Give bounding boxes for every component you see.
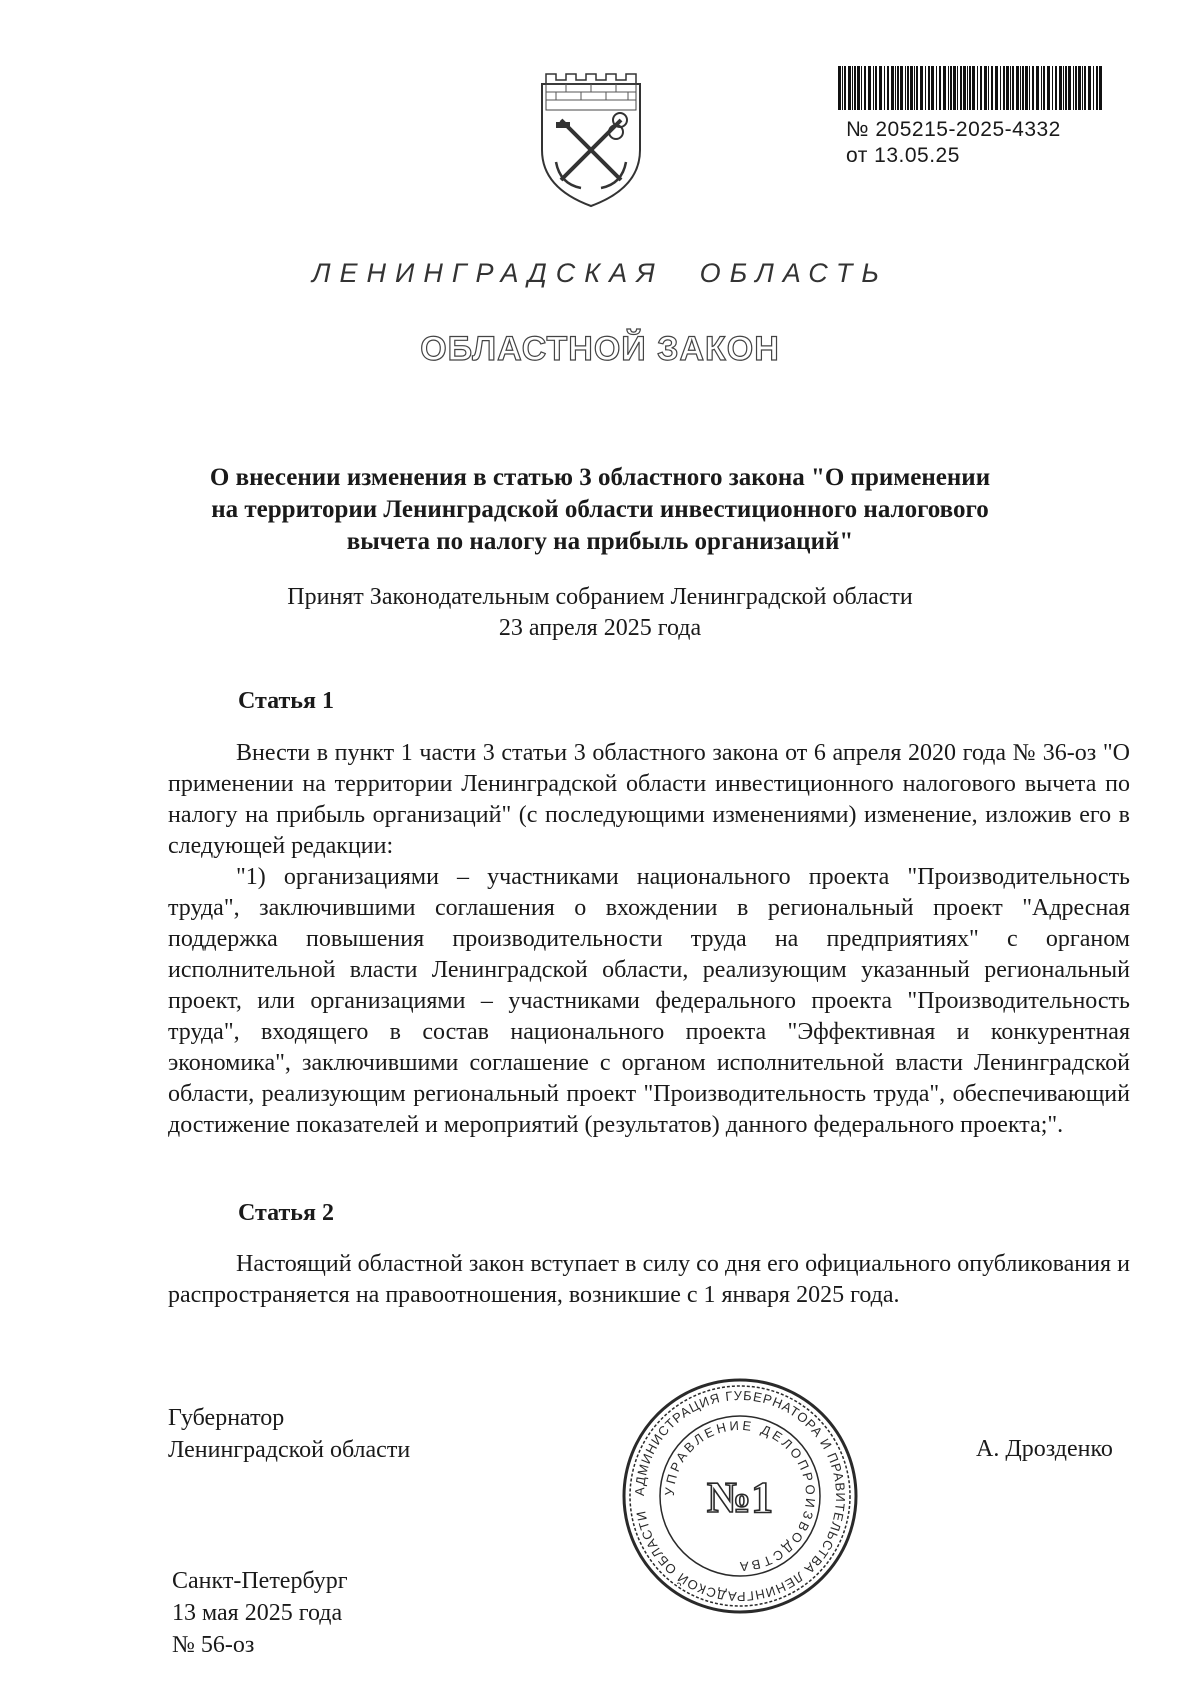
registration-date: от 13.05.25: [846, 144, 960, 167]
law-title: О внесении изменения в статью 3 областного закона "О применении на территории Ленинградской области инвестиционного налогового вычета по налогу на прибыль организаций": [209, 464, 991, 555]
registration-number: № 205215-2025-4332: [846, 118, 1061, 141]
region-heading: ЛЕНИНГРАДСКАЯ ОБЛАСТЬ: [312, 258, 888, 288]
coat-of-arms-icon: [536, 70, 646, 210]
barcode-icon: [838, 66, 1102, 110]
signatory-title: Губернатор Ленинградской области: [168, 1405, 411, 1463]
signing-place-date: [172, 1565, 348, 1661]
signing-date: 13 мая 2025 года: [172, 1600, 343, 1626]
svg-text:УПРАВЛЕНИЕ ДЕЛОПРОИЗВОДСТВА: УПРАВЛЕНИЕ ДЕЛОПРОИЗВОДСТВА: [661, 1417, 819, 1575]
adoption-note: Принят Законодательным собранием Ленинградской области 23 апреля 2025 года: [287, 584, 913, 641]
law-type-heading: ОБЛАСТНОЙ ЗАКОН: [420, 330, 780, 368]
article-2-heading: Статья 2: [238, 1200, 334, 1226]
article-2-body: [168, 1249, 1130, 1311]
svg-text:№1: №1: [706, 1473, 774, 1522]
article-1-paragraph: "1) организациями – участниками национального проекта "Производительность труда", заключившими соглашения о вхождении в региональный проект "Адресная поддержка повышения производительности труда на предприятиях" с органом исполнительной власти Ленинградской области, реализующим указанный региональный проект, или организациями – участниками федерального проекта "Производительность труда", входящего в состав национального проекта "Эффективная и конкурентная экономика", заключившими соглашение с органом исполнительной власти Ленинградской области, реализующим региональный проект "Производительность труда", обеспечивающий достижение показателей и мероприятий (результатов) данного федерального проекта;".: [168, 864, 1130, 1138]
signatory-name: А. Дрозденко: [976, 1436, 1113, 1462]
article-2-paragraph: Настоящий областной закон вступает в силу со дня его официального опубликования и распространяется на правоотношения, возникшие с 1 января 2025 года.: [168, 1251, 1130, 1308]
law-number: № 56-оз: [172, 1632, 255, 1658]
article-1-paragraph: Внести в пункт 1 части 3 статьи 3 областного закона от 6 апреля 2020 года № 36-оз "О применении на территории Ленинградской области инвестиционного налогового вычета по налогу на прибыль организаций" (с последующими изменениями) изменение, изложив его в следующей редакции:: [168, 740, 1130, 859]
signing-city: Санкт-Петербург: [172, 1568, 348, 1594]
article-1-heading: Статья 1: [238, 688, 334, 714]
svg-text:АДМИНИСТРАЦИЯ ГУБЕРНАТОРА И ПР: АДМИНИСТРАЦИЯ ГУБЕРНАТОРА И ПРАВИТЕЛЬСТВА ЛЕНИНГРАДСКОЙ ОБЛАСТИ: [631, 1387, 849, 1605]
article-1-body: [168, 738, 1130, 1141]
official-seal-icon: [620, 1376, 860, 1616]
